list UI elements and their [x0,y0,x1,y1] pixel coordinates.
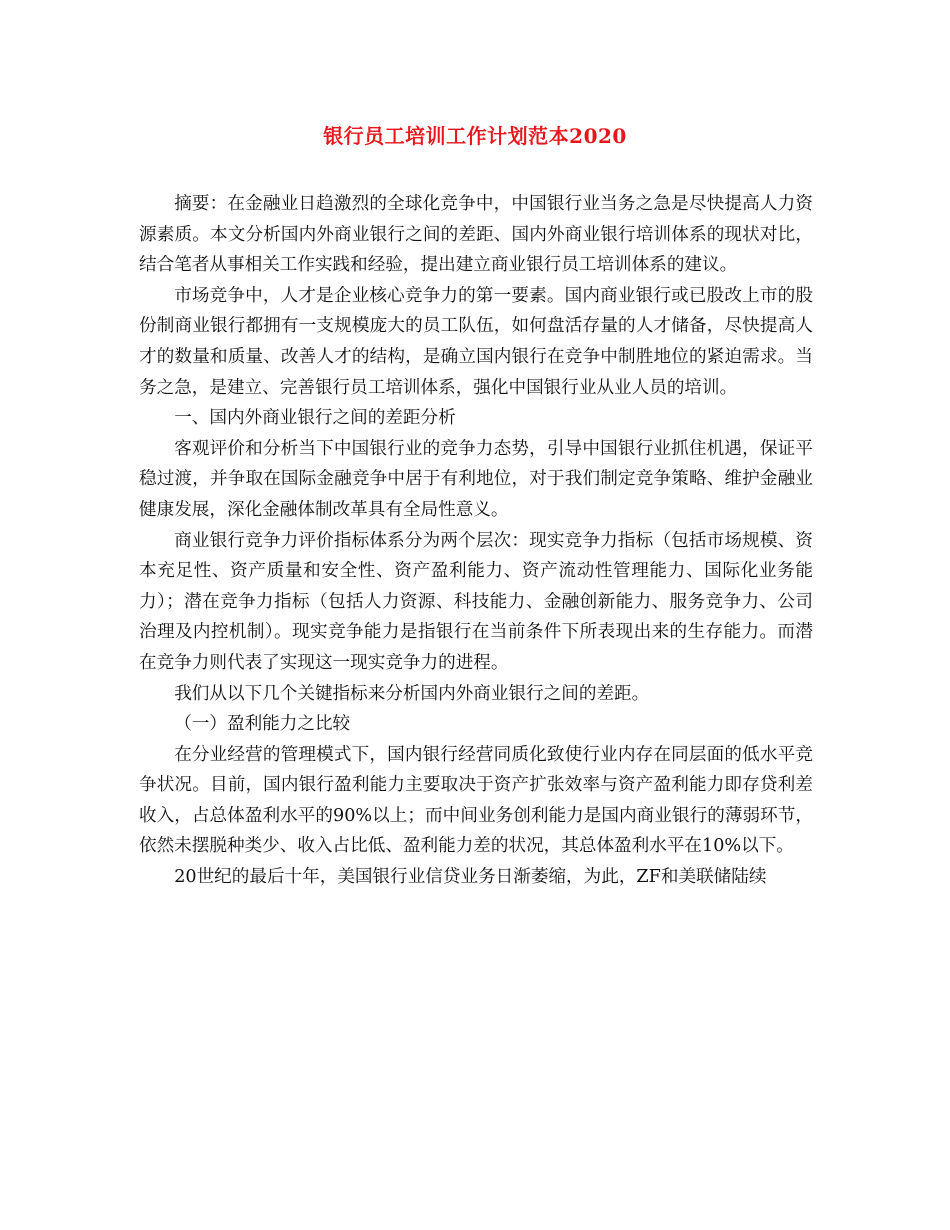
body-paragraph: 在分业经营的管理模式下，国内银行经营同质化致使行业内存在同层面的低水平竞争状况。目前，国内银行盈利能力主要取决于资产扩张效率与资产盈利能力即存贷利差收入，占总体盈利水平的90%以上；而中间业务创利能力是国内商业银行的薄弱环节，依然未摆脱种类少、收入占比低、盈利能力差的状况，其总体盈利水平在10%以下。 [139,744,813,857]
document-title: 银行员工培训工作计划范本2020 [323,124,627,148]
abstract-paragraph: 摘要：在金融业日趋激烈的全球化竞争中，中国银行业当务之急是尽快提高人力资源素质。本文分析国内外商业银行之间的差距、国内外商业银行培训体系的现状对比，结合笔者从事相关工作实践和经验，提出建立商业银行员工培训体系的建议。 [139,194,813,276]
subsection-heading: （一）盈利能力之比较 [174,714,351,735]
body-paragraph: 我们从以下几个关键指标来分析国内外商业银行之间的差距。 [174,683,650,704]
section-heading: 一、国内外商业银行之间的差距分析 [174,408,456,429]
body-paragraph: 20世纪的最后十年，美国银行业信贷业务日渐萎缩，为此，ZF和美联储陆续 [174,867,767,888]
document-body [139,189,813,893]
body-paragraph: 客观评价和分析当下中国银行业的竞争力态势，引导中国银行业抓住机遇，保证平稳过渡，并争取在国际金融竞争中居于有利地位，对于我们制定竞争策略、维护金融业健康发展，深化金融体制改革具有全局性意义。 [139,438,813,520]
body-paragraph: 市场竞争中，人才是企业核心竞争力的第一要素。国内商业银行或已股改上市的股份制商业银行都拥有一支规模庞大的员工队伍，如何盘活存量的人才储备，尽快提高人才的数量和质量、改善人才的结构，是确立国内银行在竞争中制胜地位的紧迫需求。当务之急，是建立、完善银行员工培训体系，强化中国银行业从业人员的培训。 [139,285,813,398]
body-paragraph: 商业银行竞争力评价指标体系分为两个层次：现实竞争力指标（包括市场规模、资本充足性、资产质量和安全性、资产盈利能力、资产流动性管理能力、国际化业务能力）；潜在竞争力指标（包括人力资源、科技能力、金融创新能力、服务竞争力、公司治理及内控机制）。现实竞争能力是指银行在当前条件下所表现出来的生存能力。而潜在竞争力则代表了实现这一现实竞争力的进程。 [139,530,813,673]
